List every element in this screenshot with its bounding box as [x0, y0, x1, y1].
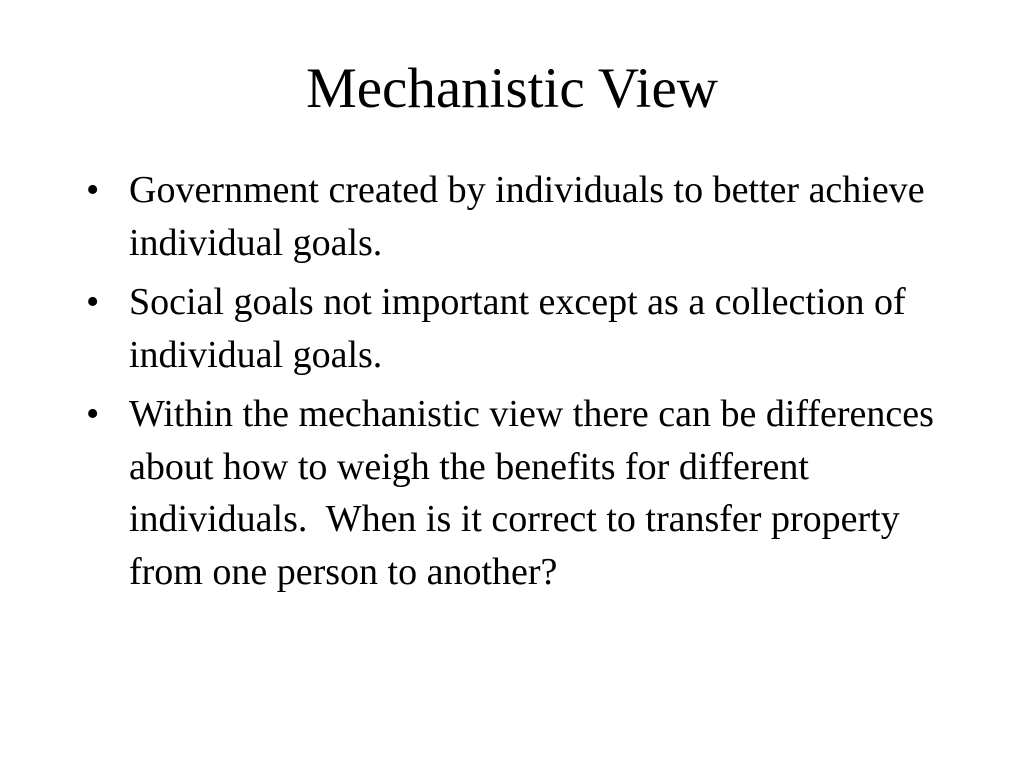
bullet-item	[86, 388, 966, 598]
bullet-text: Social goals not important except as a collection of individual goals.	[129, 281, 906, 376]
bullet-dot: •	[86, 281, 100, 323]
bullet-text: Within the mechanistic view there can be differences about how to weigh the benefits for different individuals. When is it correct to transfer property from one person to another?	[129, 393, 944, 593]
bullet-item	[86, 164, 966, 269]
bullet-text: Government created by individuals to better achieve individual goals.	[129, 169, 925, 264]
slide-title: Mechanistic View	[306, 57, 718, 120]
bullet-list	[86, 164, 966, 605]
bullet-dot: •	[86, 169, 100, 211]
bullet-item	[86, 276, 966, 381]
bullet-dot: •	[86, 393, 100, 435]
